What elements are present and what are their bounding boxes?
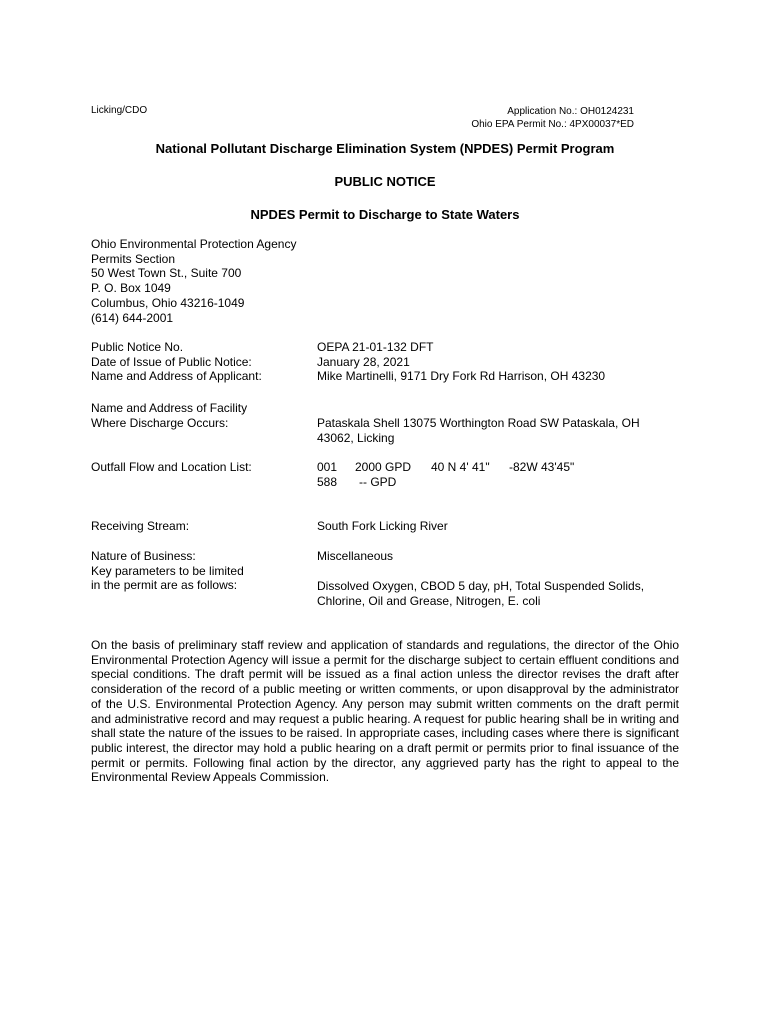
notice-no-label: Public Notice No. (91, 340, 184, 354)
date-value: January 28, 2021 (317, 354, 410, 369)
business-value: Miscellaneous (317, 549, 394, 563)
outfall-lat: 40 N 4' 41" (431, 460, 490, 474)
notice-body-paragraph: On the basis of preliminary staff review and application of standards and regulations, the director of the Ohio Environmental Protection Agency will issue a permit for the discharge subject to certain effluent conditions and special conditions. The draft permit will be issued as a final action unless the director revises the draft after consideration of the record of a public meeting or written comments, or upon disapproval by the administrator of the U.S. Environmental Protection Agency. Any person may submit written comments on the draft permit and administrative record and may request a public hearing. A request for public hearing shall be in writing and shall state the nature of the issues to be raised. In appropriate cases, including cases where there is significant public interest, the director may hold a public hearing on a draft permit or permits prior to final issuance of the permit or permits. Following final action by the director, any aggrieved party has the right to appeal to the Environmental Review Appeals Commission. (91, 638, 679, 785)
applicant-value: Mike Martinelli, 9171 Dry Fork Rd Harrison, OH 43230 (317, 369, 606, 384)
business-label: Nature of Business: (91, 549, 196, 563)
outfall-flow: -- GPD (359, 474, 397, 489)
agency-line: Permits Section (91, 251, 176, 266)
header-ids (471, 105, 634, 131)
epa-permit-number: Ohio EPA Permit No.: 4PX00037*ED (471, 119, 634, 130)
applicant-label: Name and Address of Applicant: (91, 369, 262, 384)
params-label-2: in the permit are as follows: (91, 578, 238, 593)
program-title: National Pollutant Discharge Elimination System (NPDES) Permit Program (155, 141, 615, 156)
date-label: Date of Issue of Public Notice: (91, 354, 252, 369)
outfall-list (317, 460, 677, 489)
facility-value: Pataskala Shell 13075 Worthington Road SW Pataskala, OH 43062, Licking (317, 416, 640, 445)
application-number: Application No.: OH0124231 (507, 106, 634, 117)
outfall-id: 588 (317, 474, 338, 489)
agency-address (91, 237, 296, 325)
outfall-row (317, 475, 677, 490)
notice-title: PUBLIC NOTICE (334, 174, 436, 189)
stream-label: Receiving Stream: (91, 519, 190, 533)
params-value: Dissolved Oxygen, CBOD 5 day, pH, Total Suspended Solids, Chlorine, Oil and Grease, Nitrogen, E. coli (317, 579, 645, 608)
outfall-id: 001 (317, 460, 338, 474)
notice-no-value: OEPA 21-01-132 DFT (317, 340, 434, 354)
permit-title: NPDES Permit to Discharge to State Waters (250, 207, 520, 222)
agency-line: Columbus, Ohio 43216-1049 (91, 295, 245, 310)
facility-label-1: Name and Address of Facility (91, 401, 248, 415)
agency-line: 50 West Town St., Suite 700 (91, 266, 242, 281)
params-label-1: Key parameters to be limited (91, 563, 244, 578)
notice-values (317, 340, 677, 384)
header-county: Licking/CDO (91, 105, 148, 116)
notice-labels (91, 340, 311, 384)
stream-value: South Fork Licking River (317, 519, 448, 533)
outfall-row (317, 460, 677, 475)
outfall-label: Outfall Flow and Location List: (91, 460, 252, 474)
agency-line: P. O. Box 1049 (91, 281, 171, 296)
agency-line: Ohio Environmental Protection Agency (91, 237, 297, 251)
business-params-labels (91, 549, 311, 593)
facility-labels (91, 401, 311, 430)
outfall-flow: 2000 GPD (355, 460, 412, 474)
outfall-lon: -82W 43'45" (509, 460, 575, 474)
facility-label-2: Where Discharge Occurs: (91, 415, 229, 430)
agency-line: (614) 644-2001 (91, 310, 174, 325)
